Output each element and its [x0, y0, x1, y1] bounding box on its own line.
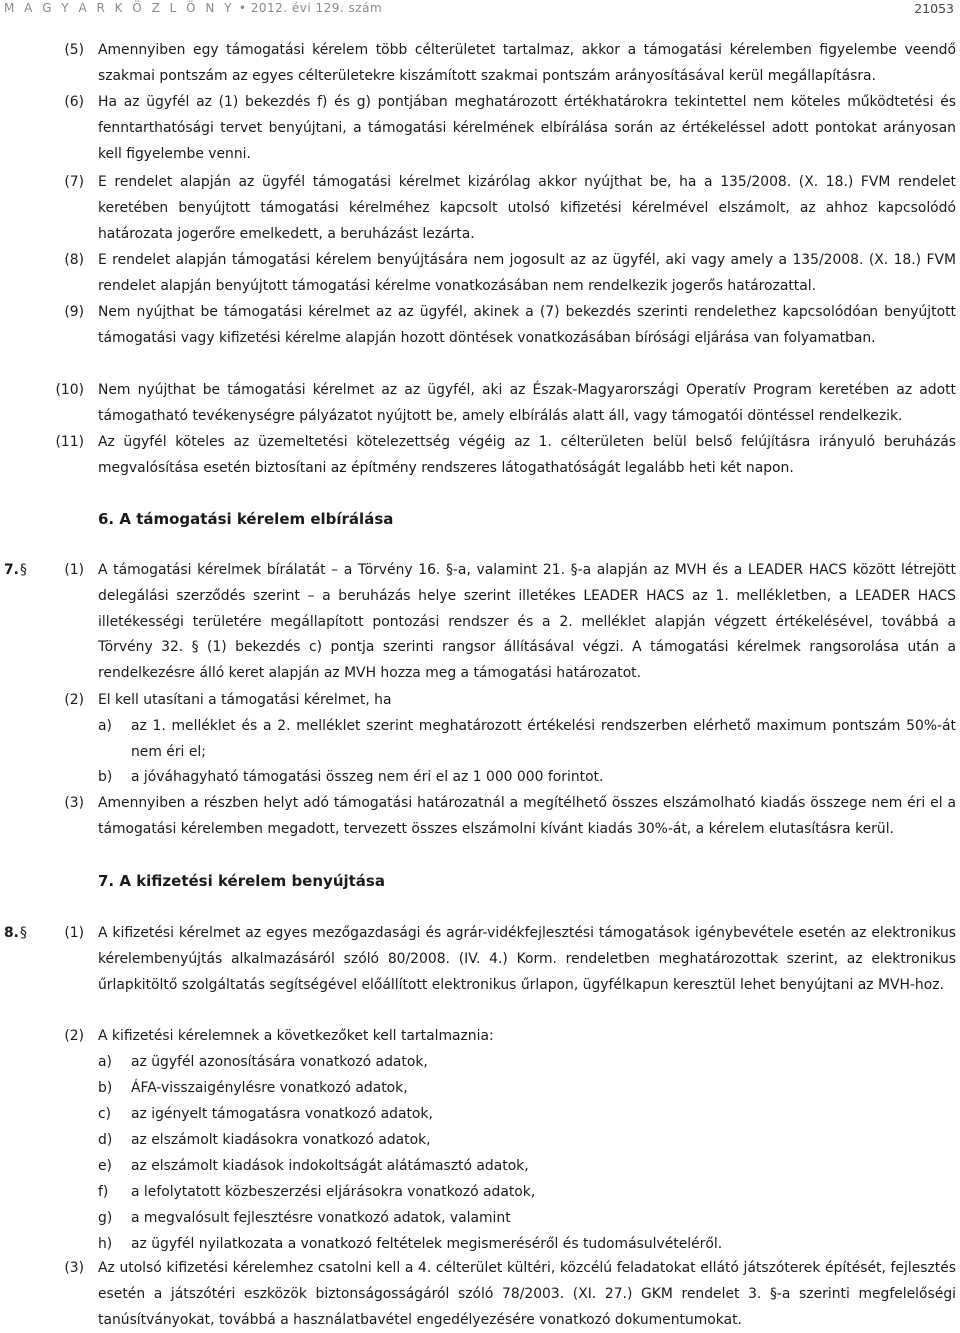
paragraph-number: (1) [64, 925, 84, 941]
paragraph-number: (5) [64, 42, 84, 58]
sec7-paragraph-3 [0, 791, 960, 845]
section-number-7: 7. [4, 562, 19, 578]
sec8-item-f [0, 1180, 960, 1206]
journal-title: M A G Y A R K Ö Z L Ö N Y [4, 1, 235, 15]
point-text: az 1. melléklet és a 2. melléklet szerint meghatározott értékelési rendszerben elérhető maximum pontszám 50%-át nem éri el; [131, 718, 956, 760]
sec8-item-e [0, 1154, 960, 1180]
paragraph-text: El kell utasítani a támogatási kérelmet, ha [98, 692, 392, 708]
paragraph-text: Nem nyújthat be támogatási kérelmet az az ügyfél, akinek a (7) bekezdés szerinti rendelethez kapcsolódóan benyújtott támogatási vagy kifizetési kérelme alapján hozott döntések vonatkozásában bírósági eljárása van folyamatban. [98, 304, 956, 346]
paragraph-number: (1) [64, 562, 84, 578]
paragraph-9 [0, 300, 960, 380]
sec8-paragraph-2 [0, 1024, 960, 1050]
paragraph-11 [0, 430, 960, 484]
page-number: 21053 [914, 1, 954, 16]
paragraph-number: (3) [64, 1260, 84, 1276]
section-symbol: § [20, 925, 27, 941]
paragraph-number: (11) [55, 434, 84, 450]
sec7-point-a [0, 714, 960, 768]
paragraph-number: (9) [64, 304, 84, 320]
item-text: az igényelt támogatásra vonatkozó adatok, [131, 1106, 433, 1122]
paragraph-number: (6) [64, 94, 84, 110]
item-label: d) [98, 1132, 113, 1148]
item-label: g) [98, 1210, 113, 1226]
sec8-item-g [0, 1206, 960, 1232]
sec8-item-d [0, 1128, 960, 1154]
paragraph-10 [0, 378, 960, 432]
paragraph-text: Az utolsó kifizetési kérelemhez csatolni kell a 4. célterület kültéri, közcélú feladatokat ellátó játszóterek építését, fejlesztés esetén a játszótéri eszközök biztonságosságáról szóló 78/2003. (XI. 27.) GKM rendelet 3. §-a szerinti megfelelőségi tanúsítványokat, továbbá a használatbavétel engedélyezésére vonatkozó dokumentumokat. [98, 1260, 956, 1328]
paragraph-8 [0, 248, 960, 302]
paragraph-number: (3) [64, 795, 84, 811]
paragraph-6 [0, 90, 960, 170]
item-text: a lefolytatott közbeszerzési eljárásokra vonatkozó adatok, [131, 1184, 536, 1200]
item-label: a) [98, 1054, 112, 1070]
sec8-item-c [0, 1102, 960, 1128]
item-text: a megvalósult fejlesztésre vonatkozó adatok, valamint [131, 1210, 511, 1226]
section-heading-6: 6. A támogatási kérelem elbírálása [98, 510, 394, 528]
item-label: c) [98, 1106, 112, 1122]
paragraph-number: (7) [64, 174, 84, 190]
issue-label: • 2012. évi 129. szám [238, 1, 383, 15]
paragraph-text: Nem nyújthat be támogatási kérelmet az az ügyfél, aki az Észak-Magyarországi Operatív Program keretében az adott támogatható tevékenységre pályázatot nyújtott be, amely elbírálás alatt áll, vagy támogatói döntéssel rendelkezik. [98, 382, 956, 424]
item-label: f) [98, 1184, 109, 1200]
paragraph-text: E rendelet alapján az ügyfél támogatási kérelmet kizárólag akkor nyújthat be, ha a 135/2008. (X. 18.) FVM rendelet keretében benyújtott támogatási kérelméhez kapcsolt utolsó kifizetési kérelmével elszámolt, az ahhoz kapcsolódó határozata jogerőre emelkedett, a beruházást lezárta. [98, 174, 956, 242]
sec8-item-a [0, 1050, 960, 1076]
sec8-item-b [0, 1076, 960, 1102]
item-text: az ügyfél nyilatkozata a vonatkozó feltételek megismeréséről és tudomásulvételéről. [131, 1236, 723, 1252]
item-text: az elszámolt kiadások indokoltságát alátámasztó adatok, [131, 1158, 529, 1174]
page-header [4, 0, 954, 22]
sec8-item-h [0, 1232, 960, 1258]
point-label: a) [98, 718, 112, 734]
sec7-paragraph-2 [0, 688, 960, 714]
paragraph-number: (2) [64, 692, 84, 708]
item-label: h) [98, 1236, 113, 1252]
header-journal [4, 1, 382, 15]
item-text: ÁFA-visszaigénylésre vonatkozó adatok, [131, 1080, 408, 1096]
paragraph-7 [0, 170, 960, 250]
item-label: e) [98, 1158, 112, 1174]
sec8-paragraph-3 [0, 1256, 960, 1330]
section-number-8: 8. [4, 925, 19, 941]
point-text: a jóváhagyható támogatási összeg nem éri el az 1 000 000 forintot. [131, 769, 604, 785]
paragraph-number: (2) [64, 1028, 84, 1044]
paragraph-text: Amennyiben a részben helyt adó támogatási határozatnál a megítélhető összes elszámolható kiadás összege nem éri el a támogatási kérelemben megadott, tervezett összes elszámolni kívánt kiadás 30%-át, a kérelem elutasításra kerül. [98, 795, 956, 837]
section-heading-7: 7. A kifizetési kérelem benyújtása [98, 872, 385, 890]
item-text: az elszámolt kiadásokra vonatkozó adatok, [131, 1132, 431, 1148]
sec7-point-b [0, 765, 960, 791]
sec8-paragraph-1 [0, 921, 960, 1025]
paragraph-text: E rendelet alapján támogatási kérelem benyújtására nem jogosult az az ügyfél, aki vagy amely a 135/2008. (X. 18.) FVM rendelet alapján benyújtott támogatási kérelme vonatkozásában nem rendelkezik jogerős határozattal. [98, 252, 956, 294]
item-label: b) [98, 1080, 113, 1096]
point-label: b) [98, 769, 113, 785]
paragraph-text: A támogatási kérelmek bírálatát – a Törvény 16. §-a, valamint 21. §-a alapján az MVH és a LEADER HACS között létrejött delegálási szerződés szerint – a beruházás helye szerint illetékes LEADER HACS az 1. mellékletben, a LEADER HACS illetékességi területére megállapított pontozási rendszer és a 2. melléklet alapján végzett értékelésével, továbbá a Törvény 32. § (1) bekezdés c) pontja szerinti rangsor állításával végzi. A támogatási kérelmek rangsorolása után a rendelkezésre álló keret alapján az MVH hozza meg a támogatási határozatot. [98, 562, 956, 682]
paragraph-text: Ha az ügyfél az (1) bekezdés f) és g) pontjában meghatározott értékhatárokra tekintettel nem köteles működtetési és fenntarthatósági tervet benyújtani, a támogatási kérelmének elbírálása során az értékeléssel adott pontokat arányosan kell figyelembe venni. [98, 94, 956, 162]
sec7-paragraph-1 [0, 558, 960, 688]
paragraph-number: (10) [55, 382, 84, 398]
paragraph-text: A kifizetési kérelemnek a következőket kell tartalmaznia: [98, 1028, 494, 1044]
paragraph-text: Amennyiben egy támogatási kérelem több célterületet tartalmaz, akkor a támogatási kérelemben figyelembe veendő szakmai pontszám az egyes célterületekre kiszámított szakmai pontszám arányosításával kerül megállapításra. [98, 42, 956, 84]
paragraph-text: A kifizetési kérelmet az egyes mezőgazdasági és agrár-vidékfejlesztési támogatások igénybevétele esetén az elektronikus kérelembenyújtás alkalmazásáról szóló 80/2008. (IV. 4.) Korm. rendeletben meghatározottak szerint, az elektronikus űrlapkitöltő szolgáltatás segítségével előállított elektronikus űrlapon, ügyfélkapun keresztül lehet benyújtani az MVH-hoz. [98, 925, 956, 993]
item-text: az ügyfél azonosítására vonatkozó adatok, [131, 1054, 428, 1070]
paragraph-number: (8) [64, 252, 84, 268]
paragraph-5 [0, 38, 960, 94]
section-symbol: § [20, 562, 27, 578]
paragraph-text: Az ügyfél köteles az üzemeltetési kötelezettség végéig az 1. célterületen belül belső felújításra irányuló beruházás megvalósítása esetén biztosítani az építmény rendszeres látogathatóságát legalább heti két napon. [98, 434, 956, 476]
